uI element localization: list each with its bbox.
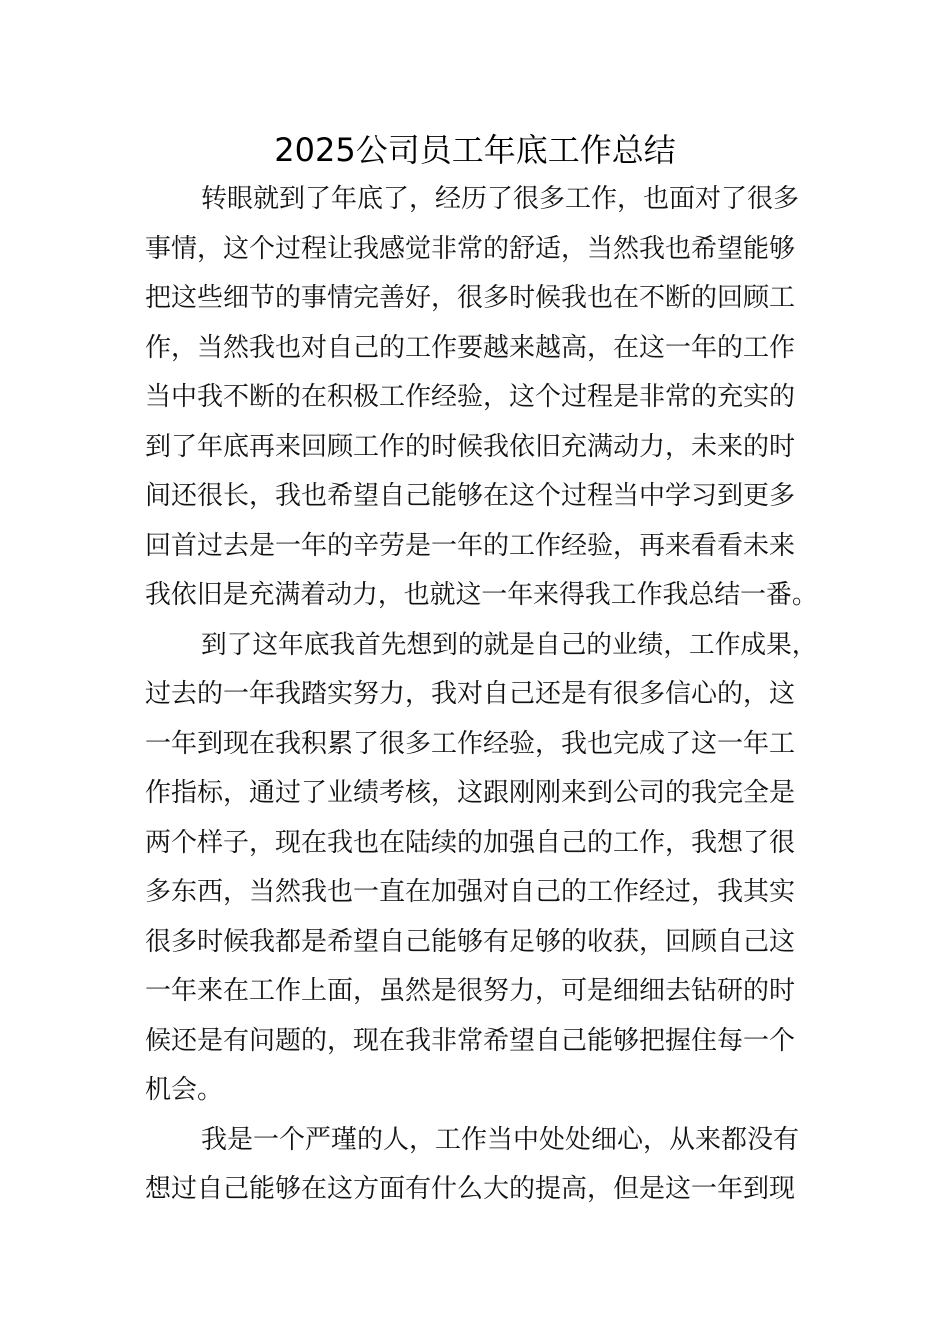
paragraph-line: 作指标，通过了业绩考核，这跟刚刚来到公司的我完全是 [145,778,796,808]
paragraph-line: 很多时候我都是希望自己能够有足够的收获，回顾自己这 [145,926,796,957]
paragraph-line: 到了年底再来回顾工作的时候我依旧充满动力，未来的时 [145,431,796,462]
paragraph-line: 当中我不断的在积极工作经验，这个过程是非常的充实的 [145,382,796,412]
paragraph-first-line: 到了这年底我首先想到的就是自己的业绩，工作成果， [201,629,818,660]
paragraph-first-line: 转眼就到了年底了，经历了很多工作，也面对了很多 [201,184,800,214]
paragraph-line: 多东西，当然我也一直在加强对自己的工作经过，我其实 [145,877,796,907]
paragraph-line: 机会。 [145,1075,224,1105]
paragraph-line: 想过自己能够在这方面有什么大的提高，但是这一年到现 [145,1174,796,1204]
paragraph-first-line: 我是一个严瑾的人，工作当中处处细心，从来都没有 [201,1124,800,1155]
paragraph-line: 我依旧是充满着动力，也就这一年来得我工作我总结一番。 [145,580,818,610]
paragraph-line: 把这些细节的事情完善好，很多时候我也在不断的回顾工 [145,283,796,313]
paragraph-line: 两个样子，现在我也在陆续的加强自己的工作，我想了很 [145,827,796,858]
paragraph-line: 过去的一年我踏实努力，我对自己还是有很多信心的，这 [145,679,796,709]
paragraph-line: 间还很长，我也希望自己能够在这个过程当中学习到更多 [145,481,796,511]
paragraph-line: 回首过去是一年的辛劳是一年的工作经验，再来看看未来 [145,530,796,561]
document-title: 2025公司员工年底工作总结 [274,131,676,169]
paragraph-line: 事情，这个过程让我感觉非常的舒适，当然我也希望能够 [145,233,796,264]
paragraph-line: 一年来在工作上面，虽然是很努力，可是细细去钻研的时 [145,976,796,1006]
paragraph-line: 一年到现在我积累了很多工作经验，我也完成了这一年工 [145,728,796,759]
paragraph-line: 候还是有问题的，现在我非常希望自己能够把握住每一个 [145,1025,796,1056]
paragraph-line: 作，当然我也对自己的工作要越来越高，在这一年的工作 [145,332,796,363]
